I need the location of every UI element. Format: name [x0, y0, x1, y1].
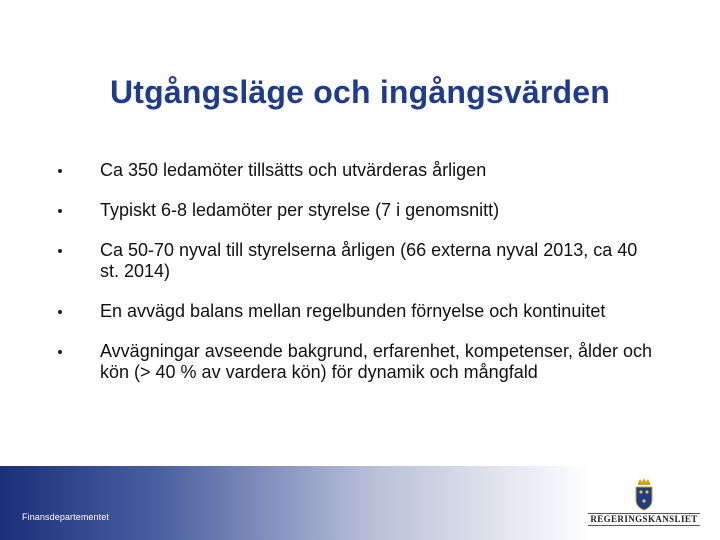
bullet-text: Avvägningar avseende bakgrund, erfarenhet, kompetenser, ålder och kön (> 40 % av vardera kön) för dynamik och mångfald	[100, 341, 653, 382]
bullet-text: Ca 50-70 nyval till styrelserna årligen (66 externa nyval 2013, ca 40 st. 2014)	[100, 240, 638, 281]
bullet-item	[56, 200, 656, 221]
bullet-text: Typiskt 6-8 ledamöter per styrelse (7 i genomsnitt)	[100, 200, 500, 220]
bullet-dot-icon	[58, 310, 62, 314]
bullet-list	[56, 160, 656, 383]
regeringskansliet-logo	[588, 476, 700, 528]
department-label: Finansdepartementet	[22, 512, 109, 522]
bullet-item	[56, 240, 656, 282]
bullet-text: En avvägd balans mellan regelbunden förnyelse och kontinuitet	[100, 301, 606, 321]
logo-wordmark: REGERINGSKANSLIET	[588, 513, 700, 526]
bullet-item	[56, 301, 656, 322]
bullet-text: Ca 350 ledamöter tillsätts och utvärderas årligen	[100, 160, 487, 180]
bullet-item	[56, 341, 656, 383]
crown-shield-icon	[632, 476, 656, 512]
bullet-dot-icon	[58, 209, 62, 213]
bullet-dot-icon	[58, 350, 62, 354]
bullet-dot-icon	[58, 249, 62, 253]
bullet-dot-icon	[58, 169, 62, 173]
bullet-item	[56, 160, 656, 181]
slide-title: Utgångsläge och ingångsvärden	[109, 74, 611, 110]
